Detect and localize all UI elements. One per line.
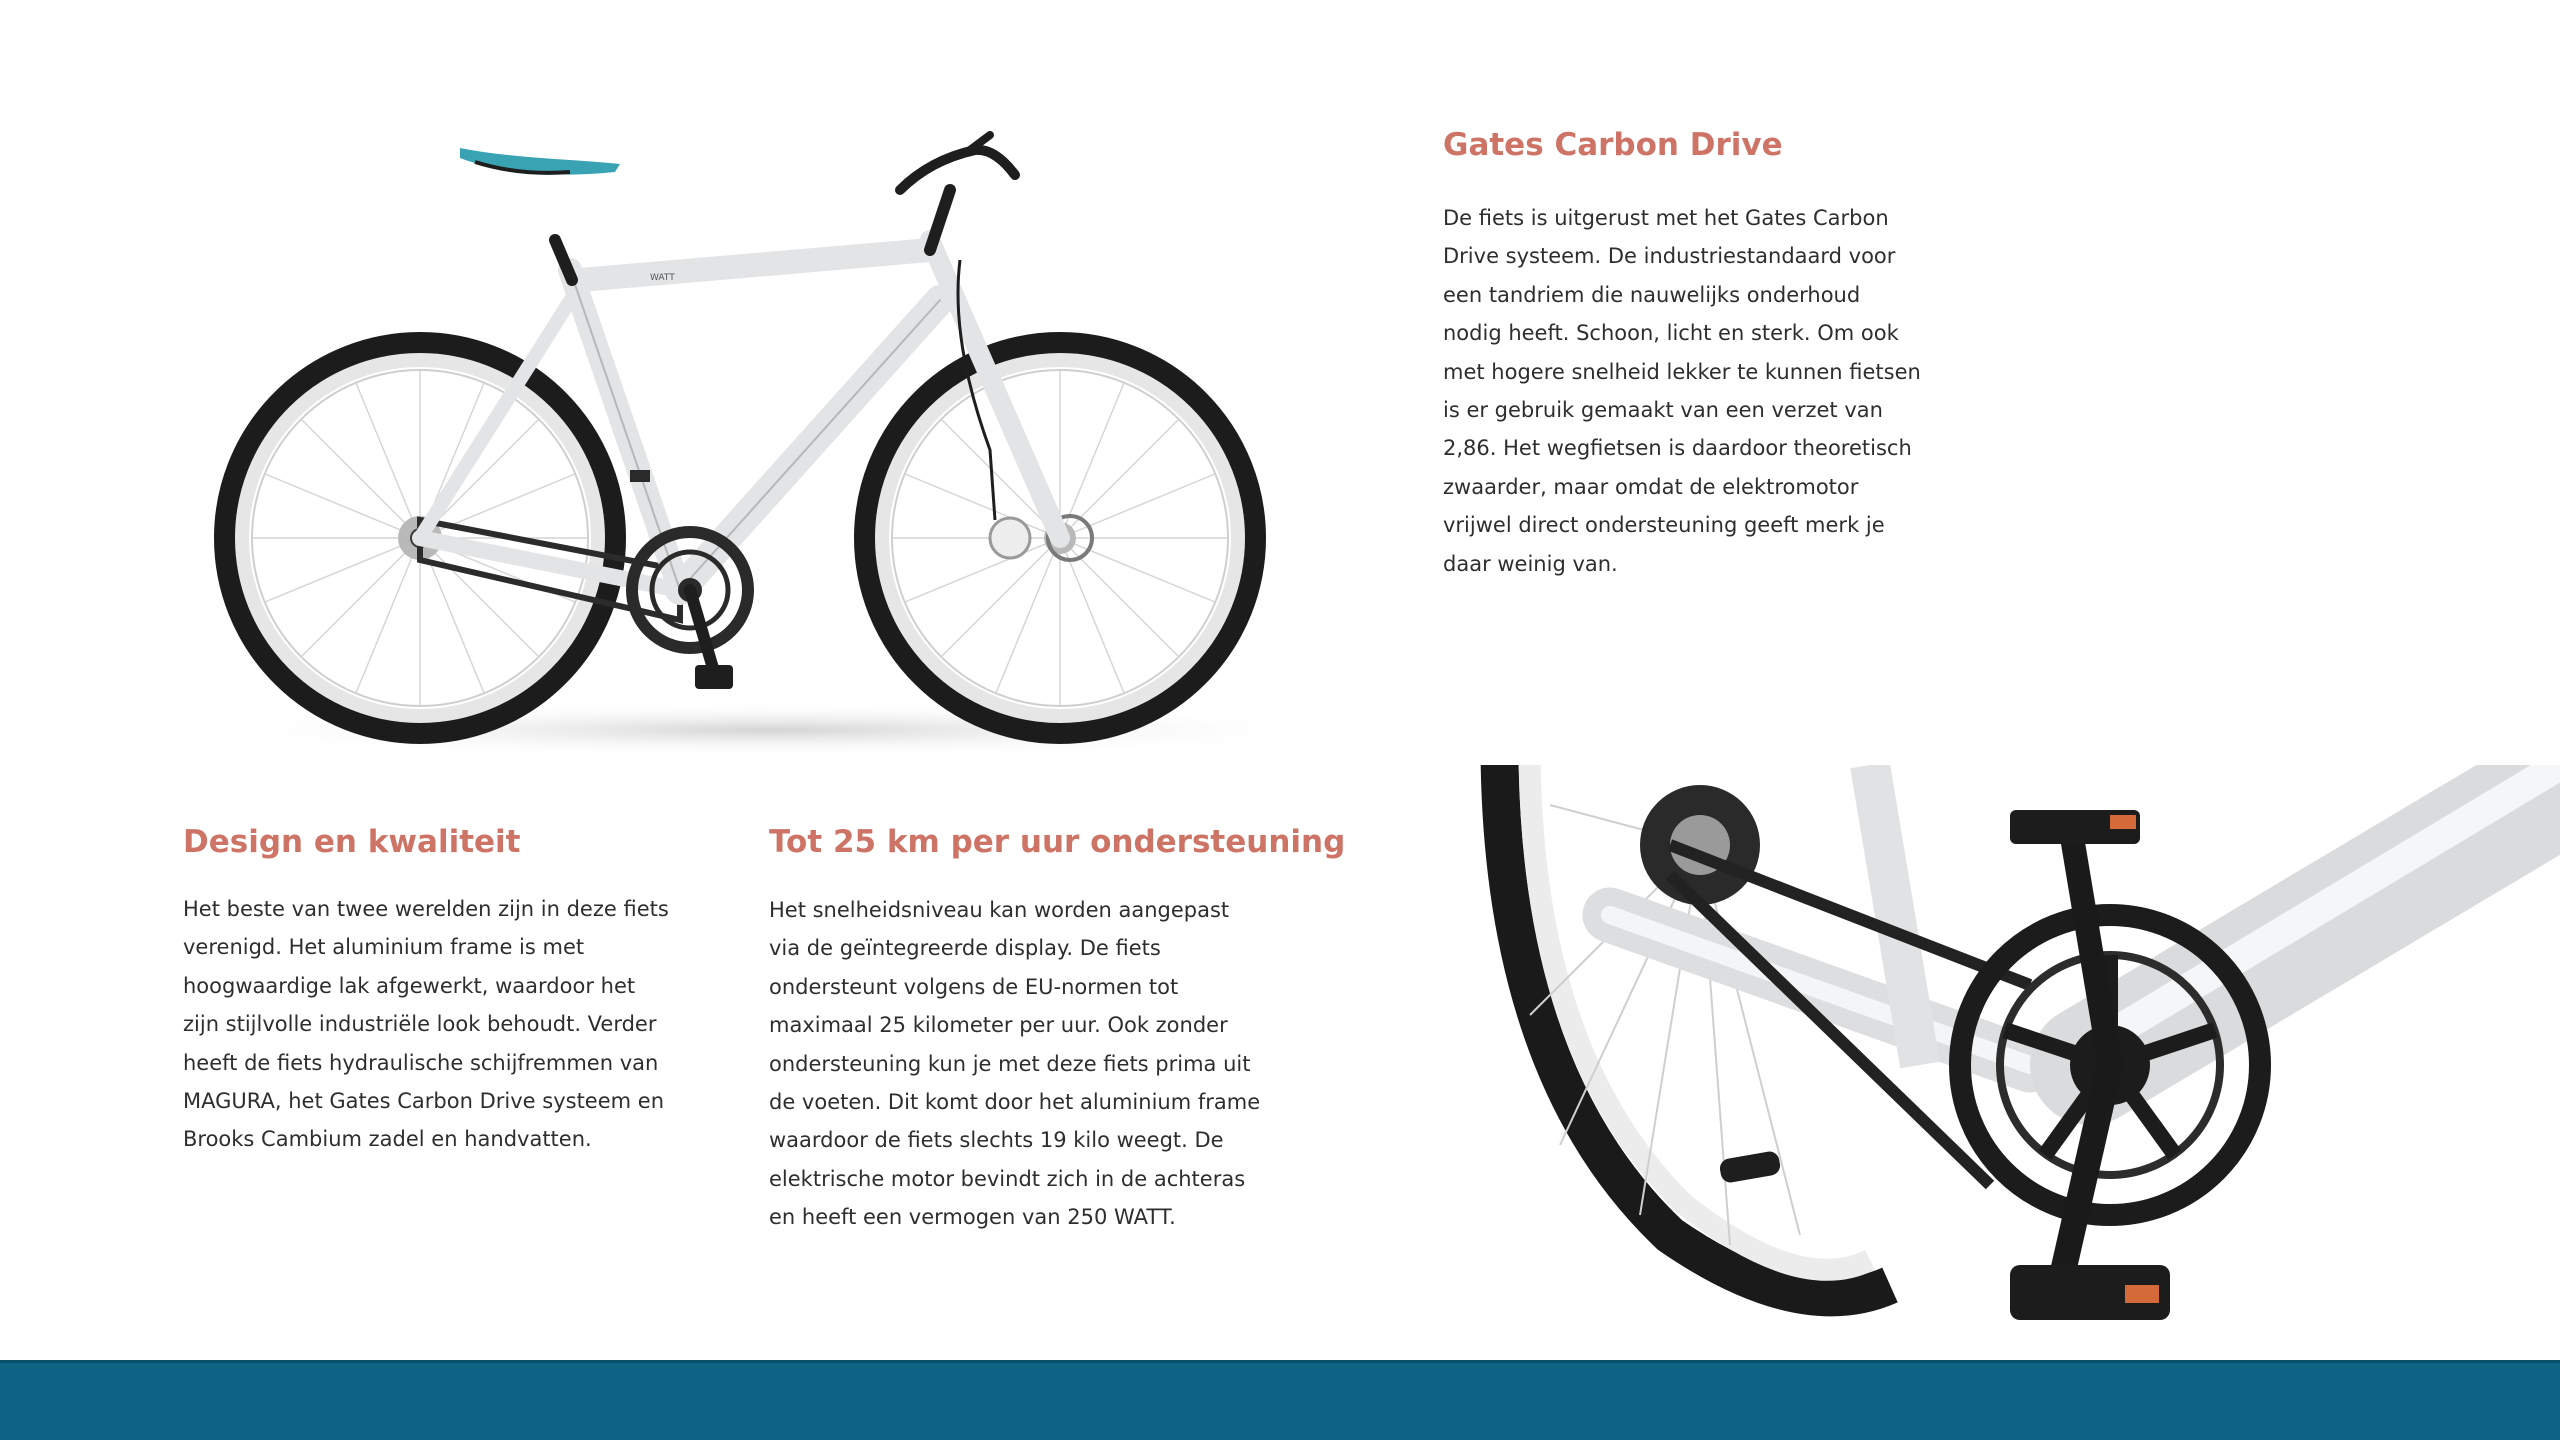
design-quality-title: Design en kwaliteit — [183, 824, 521, 860]
gates-carbon-drive-title: Gates Carbon Drive — [1443, 127, 1783, 163]
speed-support-title: Tot 25 km per uur ondersteuning — [769, 824, 1346, 860]
drivetrain-detail-photo — [1470, 765, 2560, 1360]
saddle — [460, 148, 620, 175]
footer-bar — [0, 1360, 2560, 1440]
design-quality-body: Het beste van twee werelden zijn in deze fiets verenigd. Het aluminium frame is met hoogwaardige lak afgewerkt, waardoor het zijn stijlvolle industriële look behoudt. Verder heeft de fiets hydraulische schijfremmen van MAGURA, het Gates Carbon Drive systeem en Brooks Cambium zadel en handvatten. — [183, 897, 669, 1152]
pedal — [695, 665, 733, 689]
bike-product-photo — [160, 120, 1370, 780]
frame-logo-text: WATT — [650, 273, 675, 283]
gates-carbon-drive-body: De fiets is uitgerust met het Gates Carbon Drive systeem. De industriestandaard voor een tandriem die nauwelijks onderhoud nodig heeft. Schoon, licht en sterk. Om ook met hogere snelheid lekker te kunnen fietsen is er gebruik gemaakt van een verzet van 2,86. Het wegfietsen is daardoor theoretisch zwaarder, maar omdat de elektromotor vrijwel direct ondersteuning geeft merk je daar weinig van. — [1443, 206, 1921, 576]
speed-support-body: Het snelheidsniveau kan worden aangepast via de geïntegreerde display. De fiets ondersteunt volgens de EU-normen tot maximaal 25 kilometer per uur. Ook zonder ondersteuning kun je met deze fiets prima uit de voeten. Dit komt door het aluminium frame waardoor de fiets slechts 19 kilo weegt. De elektrische motor bevindt zich in de achteras en heeft een vermogen van 250 WATT. — [769, 898, 1261, 1230]
